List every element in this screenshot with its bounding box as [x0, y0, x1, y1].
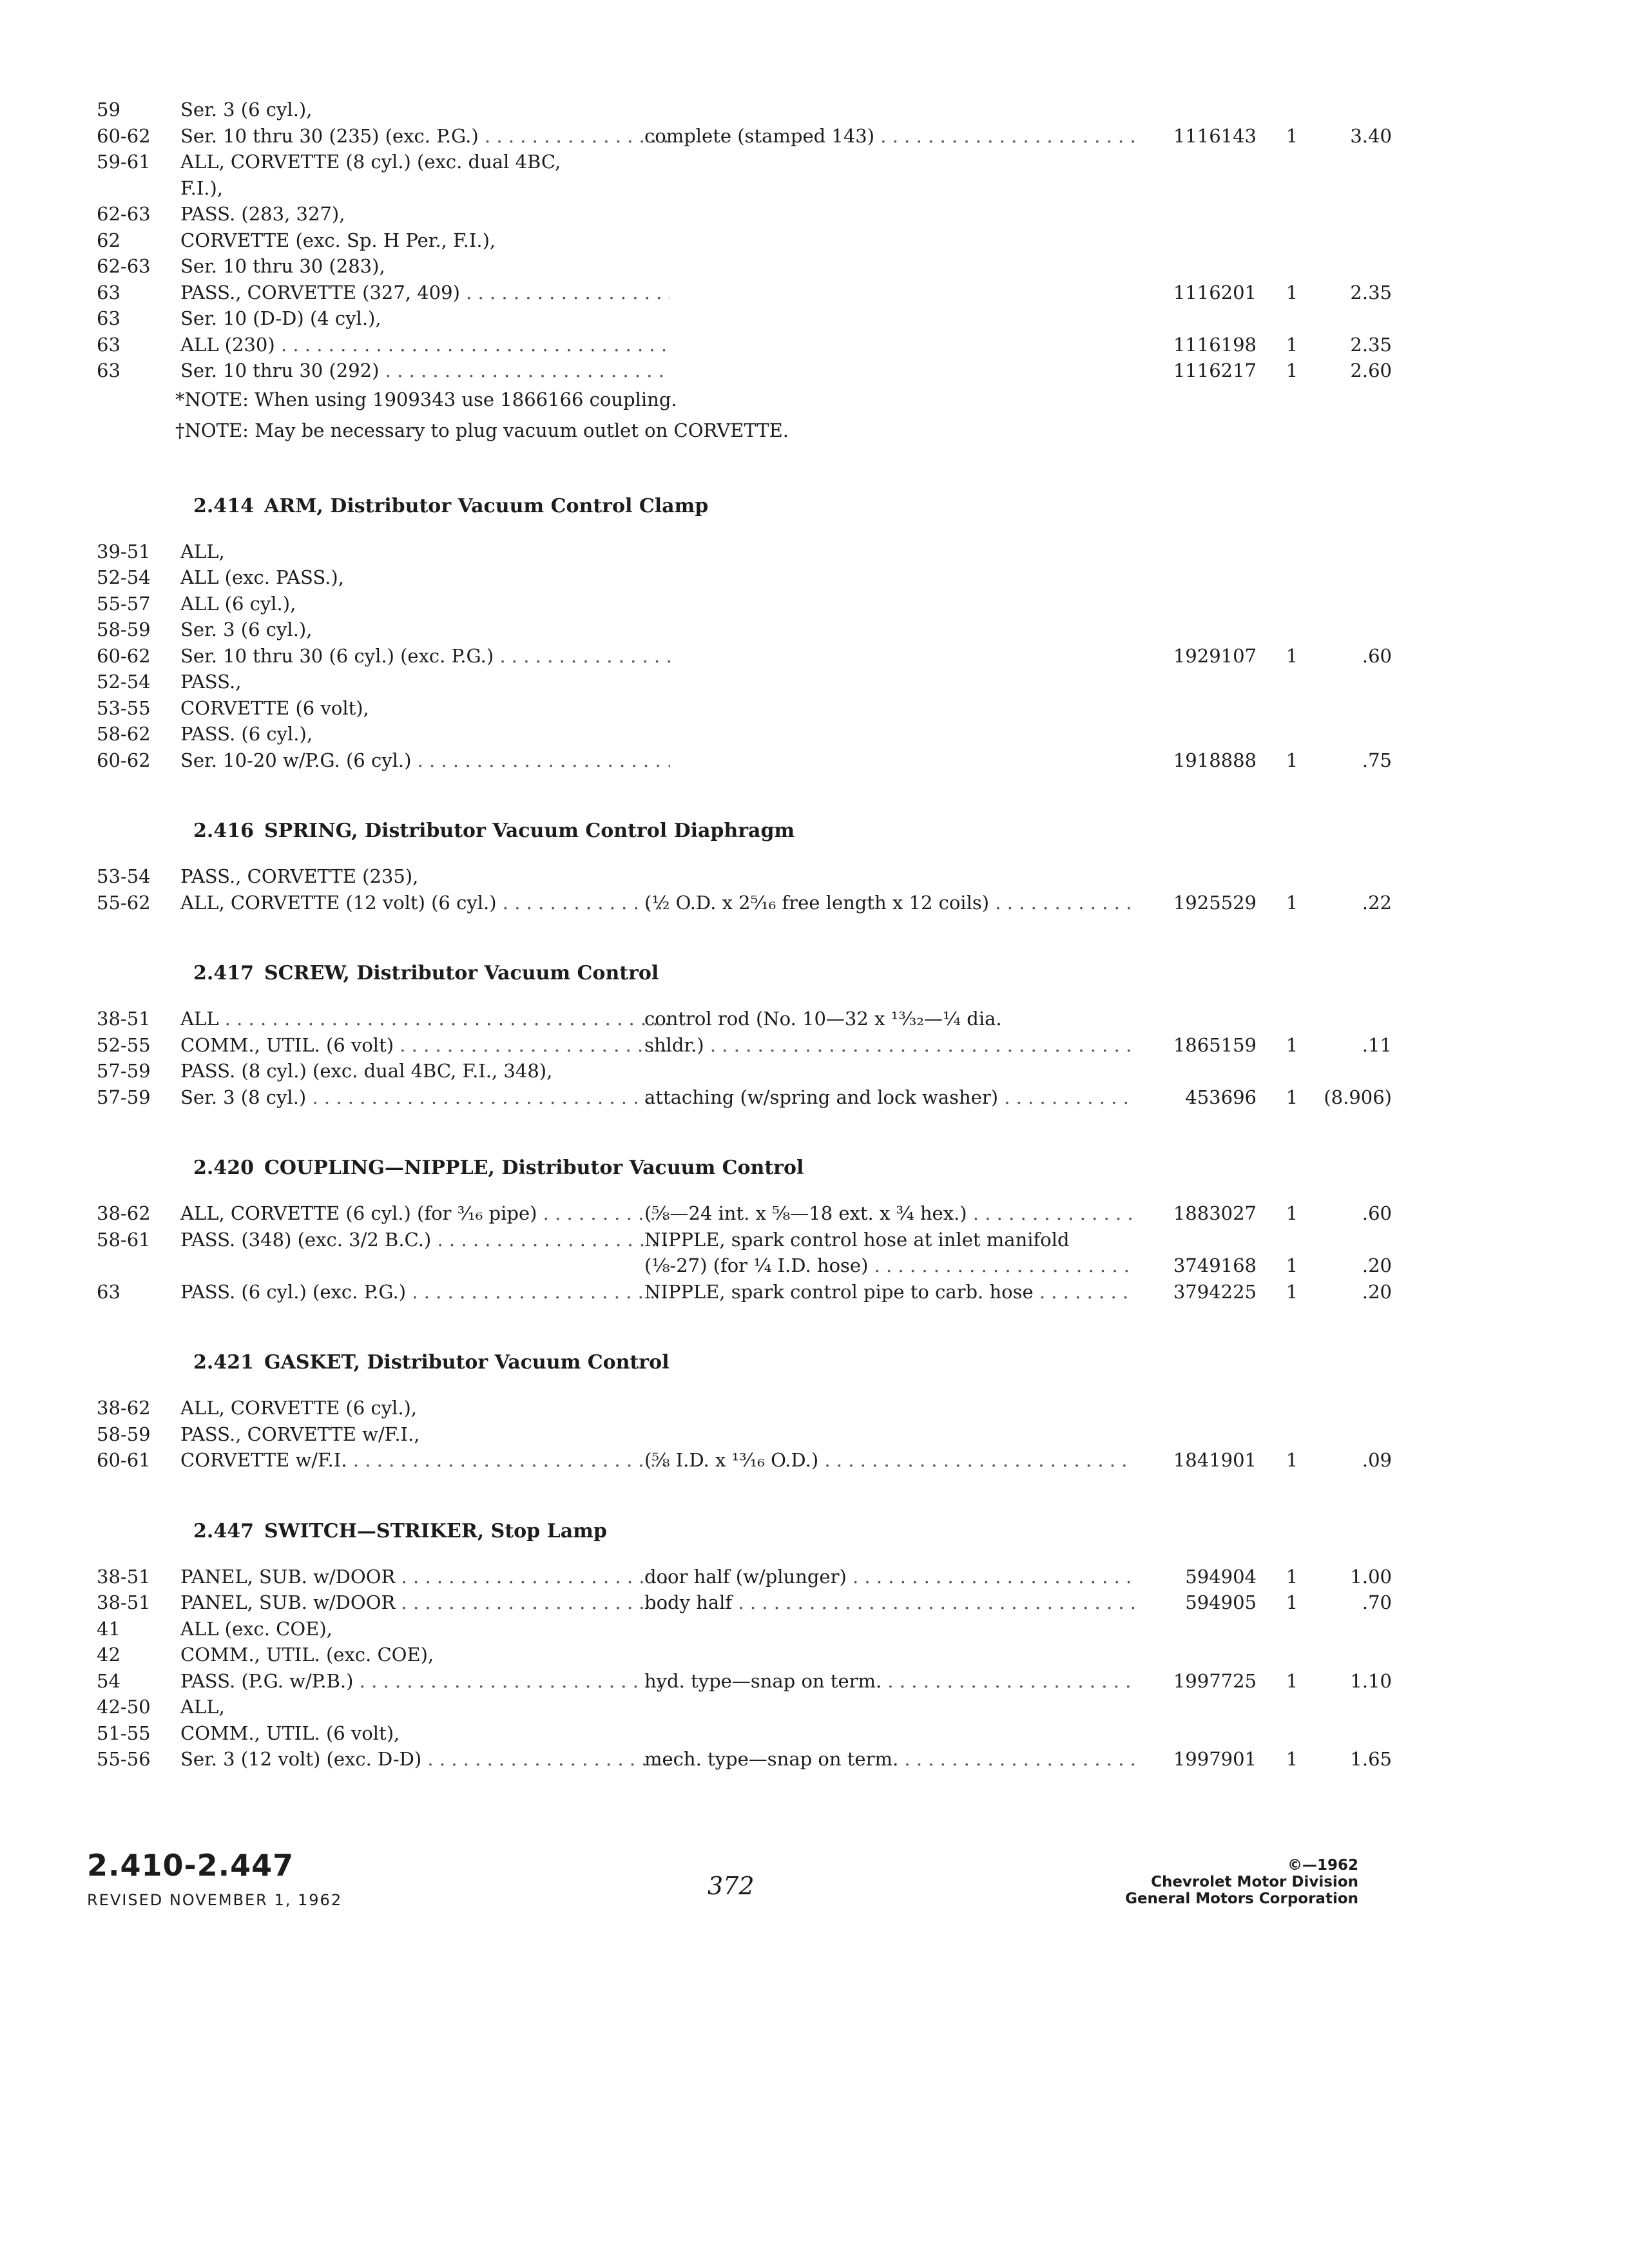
row-part-number: 3749168 — [1173, 1254, 1257, 1276]
footer-copyright: ©—1962 — [1287, 1857, 1358, 1874]
row-application: ALL, CORVETTE (6 cyl.), — [180, 1397, 418, 1419]
table-row — [90, 332, 1392, 358]
row-application: PASS., CORVETTE (327, 409) . . . — [180, 280, 670, 305]
row-application: ALL, CORVETTE (8 cyl.) (exc. dual 4BC, — [180, 151, 561, 173]
row-price: .20 — [1362, 1254, 1392, 1276]
table-row — [90, 591, 1315, 617]
row-price: .22 — [1362, 891, 1392, 914]
row-application: Ser. 10 thru 30 (6 cyl.) (exc. P.G.) . . . — [180, 643, 670, 669]
row-application: ALL (6 cyl.), — [180, 592, 296, 615]
row-years: 55-56 — [97, 1748, 151, 1770]
table-row — [90, 1421, 1315, 1447]
row-years: 57-59 — [97, 1060, 151, 1082]
section-heading — [193, 1519, 607, 1544]
row-part-number: 1918888 — [1173, 749, 1257, 771]
row-description: mech. type—snap on term. . . . — [644, 1746, 1134, 1772]
row-part-number: 1116198 — [1173, 333, 1257, 356]
row-years: 42-50 — [97, 1696, 151, 1718]
row-application: Ser. 3 (6 cyl.), — [180, 99, 313, 120]
row-years: 63 — [97, 333, 120, 356]
row-part-number: 1865159 — [1173, 1033, 1257, 1056]
row-price: .70 — [1362, 1591, 1392, 1613]
table-row — [90, 1227, 1315, 1253]
footer-division: Chevrolet Motor Division — [1151, 1874, 1358, 1890]
row-application: Ser. 3 (12 volt) (exc. D-D) . . . — [180, 1746, 670, 1772]
row-application: PASS. (6 cyl.), — [180, 723, 313, 745]
row-quantity: 1 — [1286, 281, 1298, 303]
row-application: ALL, — [180, 540, 225, 562]
footer-revised-date: REVISED NOVEMBER 1, 1962 — [87, 1891, 343, 1909]
table-row — [90, 1720, 1315, 1746]
table-row — [90, 227, 1315, 253]
row-application: F.I.), — [180, 177, 224, 199]
table-row — [90, 1447, 1392, 1473]
row-price: .11 — [1362, 1033, 1392, 1056]
row-years: 41 — [97, 1617, 120, 1640]
section-title: SPRING, Distributor Vacuum Control Diaphragm — [264, 820, 795, 842]
table-row — [90, 1668, 1392, 1694]
row-part-number: 453696 — [1185, 1086, 1257, 1108]
row-years: 38-62 — [97, 1397, 151, 1419]
row-years: 38-51 — [97, 1565, 151, 1588]
table-row — [90, 1694, 1315, 1720]
table-row — [90, 253, 1315, 279]
row-part-number: 1925529 — [1173, 891, 1257, 914]
row-part-number: 1841901 — [1173, 1449, 1257, 1471]
row-quantity: 1 — [1286, 1669, 1298, 1692]
row-quantity: 1 — [1286, 1033, 1298, 1056]
table-row — [90, 358, 1392, 383]
row-years: 55-62 — [97, 891, 151, 914]
row-part-number: 3794225 — [1173, 1280, 1257, 1303]
row-years: 53-54 — [97, 865, 151, 887]
row-application: PASS. (283, 327), — [180, 203, 345, 225]
row-quantity: 1 — [1286, 124, 1298, 147]
row-application: Ser. 3 (6 cyl.), — [180, 619, 313, 640]
footer-corporation: General Motors Corporation — [1125, 1890, 1358, 1907]
row-application: Ser. 10 thru 30 (235) (exc. P.G.) . . . — [180, 123, 670, 149]
section-title: ARM, Distributor Vacuum Control Clamp — [264, 494, 709, 517]
row-years: 63 — [97, 281, 120, 303]
table-row — [90, 1032, 1392, 1058]
row-years: 60-61 — [97, 1449, 151, 1471]
row-part-number: 1116143 — [1173, 124, 1257, 147]
row-price: (8.906) — [1324, 1086, 1392, 1108]
row-part-number: 594904 — [1185, 1565, 1257, 1588]
row-application: PANEL, SUB. w/DOOR . . . — [180, 1590, 670, 1615]
row-quantity: 1 — [1286, 360, 1298, 381]
row-part-number: 1116217 — [1173, 360, 1257, 381]
table-row — [90, 149, 1315, 175]
table-row — [90, 1006, 1315, 1032]
row-years: 52-54 — [97, 671, 151, 693]
section-heading — [193, 961, 659, 986]
row-application: Ser. 10 thru 30 (283), — [180, 255, 385, 277]
row-part-number: 1929107 — [1173, 644, 1257, 667]
row-application: PASS. (6 cyl.) (exc. P.G.) . . . — [180, 1279, 670, 1305]
row-part-number: 1883027 — [1173, 1202, 1257, 1224]
table-row — [90, 564, 1315, 590]
row-years: 59-61 — [97, 151, 151, 173]
row-years: 57-59 — [97, 1086, 151, 1108]
row-application: PASS., CORVETTE w/F.I., — [180, 1423, 420, 1445]
row-price: 2.60 — [1350, 360, 1392, 381]
table-row — [90, 721, 1315, 747]
section-heading — [193, 494, 708, 519]
row-part-number: 1997901 — [1173, 1748, 1257, 1770]
page-number: 372 — [708, 1872, 755, 1900]
row-application: CORVETTE w/F.I. . . . — [180, 1447, 670, 1473]
row-description: NIPPLE, spark control pipe to carb. hose . . . — [644, 1279, 1134, 1305]
row-application: PASS. (P.G. w/P.B.) . . . — [180, 1668, 670, 1694]
table-row — [90, 201, 1315, 227]
table-row — [90, 1058, 1315, 1084]
table-row — [90, 539, 1315, 564]
row-years: 55-57 — [97, 592, 151, 615]
row-application: Ser. 10 thru 30 (292) . . . — [180, 358, 670, 383]
section-number: 2.414 — [193, 494, 254, 517]
row-application: Ser. 10-20 w/P.G. (6 cyl.) . . . — [180, 747, 670, 773]
footer-section-code: 2.410-2.447 — [87, 1848, 294, 1883]
row-years: 39-51 — [97, 540, 151, 562]
section-number: 2.420 — [193, 1157, 254, 1179]
footer-publisher — [1125, 1857, 1358, 1907]
row-years: 58-61 — [97, 1228, 151, 1251]
table-row — [90, 280, 1392, 305]
section-title: SWITCH—STRIKER, Stop Lamp — [264, 1519, 607, 1542]
row-application: COMM., UTIL. (6 volt) . . . — [180, 1032, 670, 1058]
section-heading — [193, 1155, 804, 1181]
section-number: 2.416 — [193, 820, 254, 842]
row-price: 2.35 — [1350, 333, 1392, 356]
row-quantity: 1 — [1286, 1086, 1298, 1108]
row-price: .60 — [1362, 644, 1392, 667]
row-application: Ser. 10 (D-D) (4 cyl.), — [180, 307, 381, 329]
row-years: 63 — [97, 360, 120, 381]
row-description: (½ O.D. x 2⁵⁄₁₆ free length x 12 coils) . . . — [644, 890, 1134, 916]
row-price: 1.65 — [1350, 1748, 1392, 1770]
table-row — [90, 1746, 1392, 1772]
table-row — [90, 1564, 1392, 1590]
row-description: (⁵⁄₈—24 int. x ⁵⁄₈—18 ext. x ¾ hex.) . . . — [644, 1200, 1134, 1226]
row-application: CORVETTE (6 volt), — [180, 697, 369, 719]
row-application: ALL, CORVETTE (6 cyl.) (for ³⁄₁₆ pipe) . . . — [180, 1200, 670, 1226]
row-years: 38-62 — [97, 1202, 151, 1224]
table-row — [90, 695, 1315, 721]
section-number: 2.417 — [193, 962, 254, 985]
table-row — [90, 617, 1315, 642]
table-row — [90, 747, 1392, 773]
row-description: complete (stamped 143) . . . — [644, 123, 1134, 149]
row-price: 2.35 — [1350, 281, 1392, 303]
row-quantity: 1 — [1286, 1254, 1298, 1276]
table-row — [90, 305, 1315, 331]
row-description: door half (w/plunger) . . . — [644, 1564, 1134, 1590]
row-application: ALL, CORVETTE (12 volt) (6 cyl.) . . . — [180, 890, 670, 916]
row-application: PASS., — [180, 671, 242, 693]
table-row — [90, 1395, 1315, 1421]
table-row — [90, 1616, 1315, 1642]
section-number: 2.447 — [193, 1519, 254, 1542]
row-application: PANEL, SUB. w/DOOR . . . — [180, 1564, 670, 1590]
row-years: 58-62 — [97, 723, 151, 745]
section-heading — [193, 1350, 670, 1376]
row-price: .60 — [1362, 1202, 1392, 1224]
row-years: 60-62 — [97, 644, 151, 667]
section-title: SCREW, Distributor Vacuum Control — [264, 962, 659, 985]
row-quantity: 1 — [1286, 891, 1298, 914]
table-row — [90, 175, 1315, 201]
row-application: COMM., UTIL. (exc. COE), — [180, 1644, 434, 1666]
row-application: CORVETTE (exc. Sp. H Per., F.I.), — [180, 229, 496, 251]
row-quantity: 1 — [1286, 1748, 1298, 1770]
table-row — [90, 97, 1315, 122]
row-part-number: 1116201 — [1173, 281, 1257, 303]
row-application: ALL (exc. COE), — [180, 1617, 333, 1640]
section-number: 2.421 — [193, 1351, 254, 1374]
row-description: shldr.) . . . — [644, 1032, 1134, 1058]
section-title: COUPLING—NIPPLE, Distributor Vacuum Control — [264, 1157, 804, 1179]
table-row — [90, 1279, 1392, 1305]
row-application: ALL . . . — [180, 1006, 670, 1032]
row-quantity: 1 — [1286, 644, 1298, 667]
row-price: 1.00 — [1350, 1565, 1392, 1588]
row-years: 53-55 — [97, 697, 151, 719]
row-description: NIPPLE, spark control hose at inlet manifold — [644, 1228, 1070, 1251]
row-application: PASS. (348) (exc. 3/2 B.C.) . . . — [180, 1227, 670, 1253]
table-row — [90, 1590, 1392, 1615]
row-description: control rod (No. 10—32 x ¹³⁄₃₂—¼ dia. — [644, 1008, 1002, 1030]
row-years: 63 — [97, 1280, 120, 1303]
row-years: 63 — [97, 307, 120, 329]
row-part-number: 594905 — [1185, 1591, 1257, 1613]
row-years: 62 — [97, 229, 120, 251]
row-application: ALL (exc. PASS.), — [180, 566, 344, 588]
table-row — [90, 1084, 1392, 1110]
row-description: body half . . . — [644, 1590, 1134, 1615]
row-quantity: 1 — [1286, 1565, 1298, 1588]
row-application: COMM., UTIL. (6 volt), — [180, 1722, 400, 1744]
row-quantity: 1 — [1286, 1449, 1298, 1471]
row-quantity: 1 — [1286, 333, 1298, 356]
row-description: (⅝ I.D. x ¹³⁄₁₆ O.D.) . . . — [644, 1447, 1134, 1473]
row-years: 38-51 — [97, 1008, 151, 1030]
table-row — [90, 123, 1392, 149]
table-row — [90, 643, 1392, 669]
row-years: 58-59 — [97, 1423, 151, 1445]
row-quantity: 1 — [1286, 749, 1298, 771]
row-description: (⅛-27) (for ¼ I.D. hose) . . . — [644, 1253, 1134, 1278]
row-years: 60-62 — [97, 749, 151, 771]
row-application: Ser. 3 (8 cyl.) . . . — [180, 1084, 670, 1110]
row-years: 54 — [97, 1669, 120, 1692]
table-row — [90, 1200, 1392, 1226]
table-row — [90, 890, 1392, 916]
row-years: 62-63 — [97, 255, 151, 277]
row-quantity: 1 — [1286, 1591, 1298, 1613]
row-years: 51-55 — [97, 1722, 151, 1744]
row-quantity: 1 — [1286, 1202, 1298, 1224]
row-quantity: 1 — [1286, 1280, 1298, 1303]
row-part-number: 1997725 — [1173, 1669, 1257, 1692]
row-application: PASS. (8 cyl.) (exc. dual 4BC, F.I., 348), — [180, 1060, 553, 1082]
row-price: .75 — [1362, 749, 1392, 771]
row-years: 62-63 — [97, 203, 151, 225]
note: †NOTE: May be necessary to plug vacuum outlet on CORVETTE. — [175, 419, 789, 441]
table-row — [90, 1253, 1392, 1278]
row-application: PASS., CORVETTE (235), — [180, 865, 419, 887]
row-years: 52-54 — [97, 566, 151, 588]
row-price: .20 — [1362, 1280, 1392, 1303]
row-years: 58-59 — [97, 619, 151, 640]
row-description: hyd. type—snap on term. . . . — [644, 1668, 1134, 1694]
row-years: 42 — [97, 1644, 120, 1666]
row-price: 1.10 — [1350, 1669, 1392, 1692]
row-description: attaching (w/spring and lock washer) . . . — [644, 1084, 1134, 1110]
row-years: 38-51 — [97, 1591, 151, 1613]
note: *NOTE: When using 1909343 use 1866166 coupling. — [175, 388, 677, 410]
table-row — [90, 669, 1315, 695]
section-title: GASKET, Distributor Vacuum Control — [264, 1351, 670, 1374]
row-years: 59 — [97, 99, 120, 120]
table-row — [90, 863, 1315, 889]
row-price: .09 — [1362, 1449, 1392, 1471]
table-row — [90, 1642, 1315, 1667]
row-application: ALL (230) . . . — [180, 332, 670, 358]
row-price: 3.40 — [1350, 124, 1392, 147]
row-years: 60-62 — [97, 124, 151, 147]
row-application: ALL, — [180, 1696, 225, 1718]
section-heading — [193, 818, 795, 844]
row-years: 52-55 — [97, 1033, 151, 1056]
